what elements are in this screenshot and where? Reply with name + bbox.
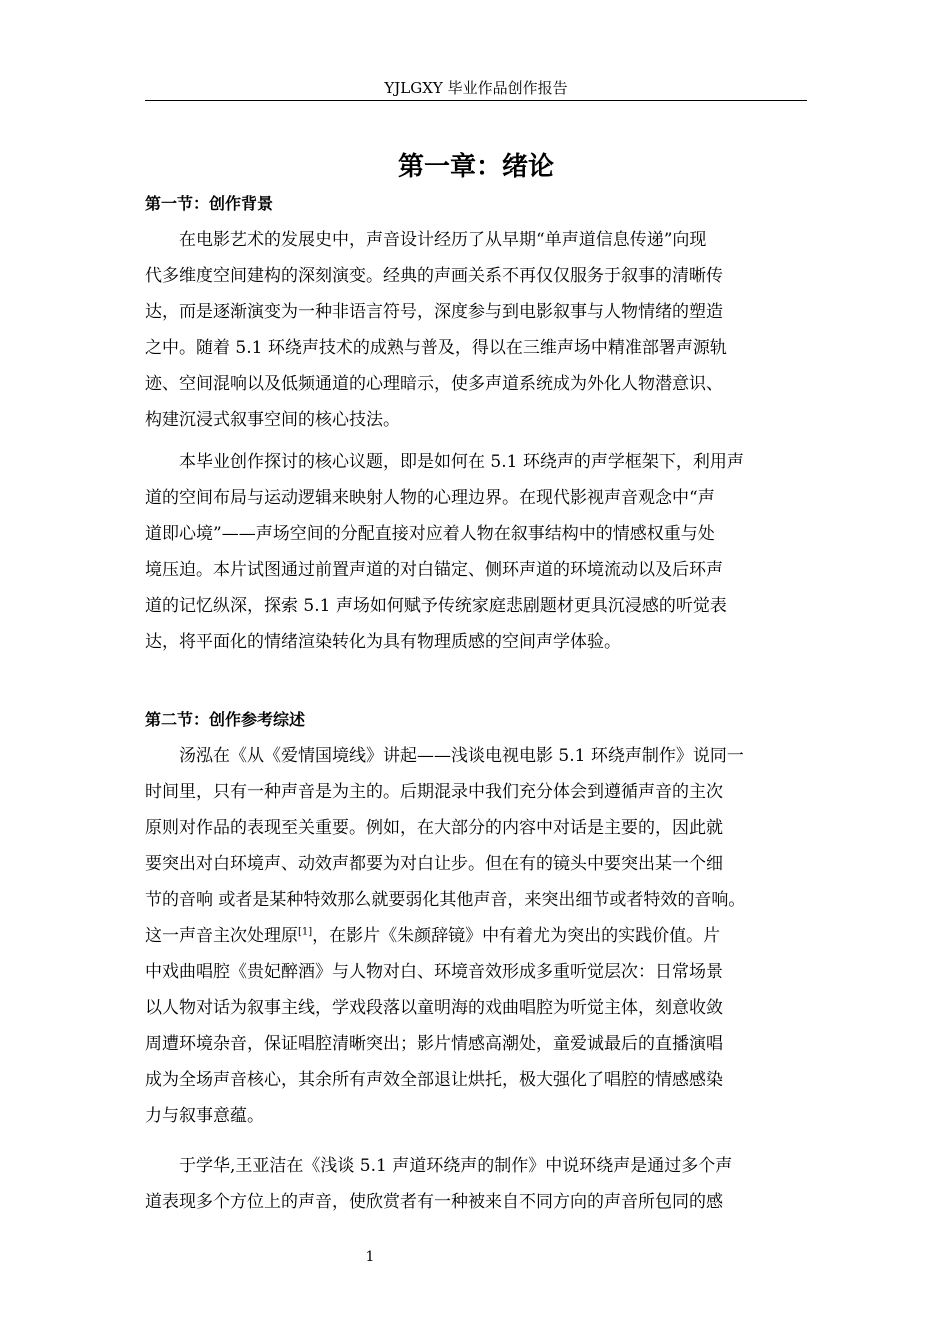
text-line: 以人物对话为叙事主线，学戏段落以童明海的戏曲唱腔为听觉主体，刻意收敛 [145,998,723,1018]
text-segment: 这一声音主次处理原 [145,926,298,946]
text-line: 达，将平面化的情绪渲染转化为具有物理质感的空间声学体验。 [145,632,621,652]
text-line: 力与叙事意蕴。 [145,1106,264,1126]
section2-paragraph-1 [145,738,807,1134]
chapter-title: 第一章：绪论 [397,152,554,182]
text-line: 节的音响 或者是某种特效那么就要弱化其他声音，来突出细节或者特效的音响。 [145,890,746,910]
text-line: 成为全场声音核心，其余所有声效全部退让烘托，极大强化了唱腔的情感感染 [145,1070,723,1090]
text-line-with-citation [145,918,807,954]
text-line: 代多维度空间建构的深刻演变。经典的声画关系不再仅仅服务于叙事的清晰传 [145,266,723,286]
text-line: 汤泓在《从《爱情国境线》讲起——浅谈电视电影 5.1 环绕声制作》说同一 [179,746,744,766]
text-line: 周遭环境杂音，保证唱腔清晰突出；影片情感高潮处，童爱诚最后的直播演唱 [145,1034,723,1054]
text-segment: ，在影片《朱颜辞镜》中有着尤为突出的实践价值。片 [312,926,721,946]
section2-paragraph-2 [145,1148,807,1220]
text-line: 之中。随着 5.1 环绕声技术的成熟与普及，得以在三维声场中精准部署声源轨 [145,338,727,358]
text-line: 迹、空间混响以及低频通道的心理暗示，使多声道系统成为外化人物潜意识、 [145,374,723,394]
section1-heading: 第一节：创作背景 [145,194,274,213]
text-line: 构建沉浸式叙事空间的核心技法。 [145,410,400,430]
text-line: 道的空间布局与运动逻辑来映射人物的心理边界。在现代影视声音观念中“声 [145,488,715,508]
section2-heading: 第二节：创作参考综述 [145,710,306,729]
text-line: 境压迫。本片试图通过前置声道的对白锚定、侧环声道的环境流动以及后环声 [145,560,723,580]
text-line: 本毕业创作探讨的核心议题，即是如何在 5.1 环绕声的声学框架下，利用声 [179,452,744,472]
text-line: 原则对作品的表现至关重要。例如，在大部分的内容中对话是主要的，因此就 [145,818,723,838]
text-line: 于学华,王亚洁在《浅谈 5.1 声道环绕声的制作》中说环绕声是通过多个声 [179,1156,733,1176]
text-line: 在电影艺术的发展史中，声音设计经历了从早期“单声道信息传递”向现 [179,230,707,250]
text-line: 要突出对白环境声、动效声都要为对白让步。但在有的镜头中要突出某一个细 [145,854,723,874]
text-line: 中戏曲唱腔《贵妃醉酒》与人物对白、环境音效形成多重听觉层次：日常场景 [145,962,723,982]
page-number: 1 [365,1249,375,1265]
text-line: 时间里，只有一种声音是为主的。后期混录中我们充分体会到遵循声音的主次 [145,782,723,802]
section1-paragraph-1 [145,222,807,438]
text-line: 道表现多个方位上的声音，使欣赏者有一种被来自不同方向的声音所包同的感 [145,1192,723,1212]
text-line: 达，而是逐渐演变为一种非语言符号，深度参与到电影叙事与人物情绪的塑造 [145,302,723,322]
text-line: 道即心境”——声场空间的分配直接对应着人物在叙事结构中的情感权重与处 [145,524,715,544]
page-header: YJLGXY 毕业作品创作报告 [384,79,568,97]
text-line: 道的记忆纵深，探索 5.1 声场如何赋予传统家庭悲剧题材更具沉浸感的听觉表 [145,596,727,616]
citation-mark: [1] [298,926,313,938]
section1-paragraph-2 [145,444,807,660]
header-rule [145,100,807,101]
